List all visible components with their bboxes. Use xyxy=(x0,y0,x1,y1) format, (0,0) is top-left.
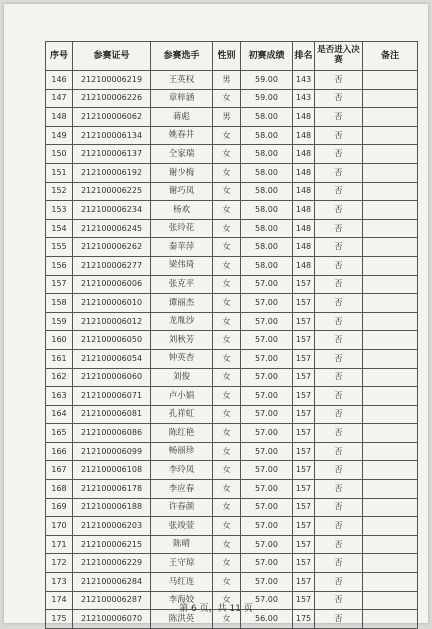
cell-rank: 157 xyxy=(293,573,315,592)
header-remarks: 备注 xyxy=(363,42,418,71)
cell-contestant: 梁伟琦 xyxy=(151,256,213,275)
cell-contestant: 张克平 xyxy=(151,275,213,294)
results-table xyxy=(45,41,418,629)
cell-rank: 157 xyxy=(293,461,315,480)
cell-finals: 否 xyxy=(315,461,363,480)
cell-contestant: 姚春井 xyxy=(151,126,213,145)
cell-contestant: 卢小娟 xyxy=(151,387,213,406)
cell-gender: 女 xyxy=(213,498,241,517)
cell-index: 146 xyxy=(46,71,73,90)
cell-entry-id: 212100006060 xyxy=(73,368,151,387)
cell-remarks xyxy=(363,480,418,499)
table-row xyxy=(46,163,418,182)
cell-rank: 157 xyxy=(293,535,315,554)
cell-contestant: 钟英杏 xyxy=(151,349,213,368)
cell-gender: 男 xyxy=(213,108,241,127)
table-row xyxy=(46,554,418,573)
cell-rank: 157 xyxy=(293,368,315,387)
cell-index: 151 xyxy=(46,163,73,182)
cell-index: 164 xyxy=(46,405,73,424)
page-footer: 第 6 页，共 11 页 xyxy=(179,604,253,614)
cell-score: 57.00 xyxy=(241,461,293,480)
table-body xyxy=(46,71,418,629)
cell-rank: 157 xyxy=(293,424,315,443)
cell-contestant: 龙胤沙 xyxy=(151,312,213,331)
cell-rank: 148 xyxy=(293,219,315,238)
cell-remarks xyxy=(363,424,418,443)
table-row xyxy=(46,573,418,592)
cell-remarks xyxy=(363,182,418,201)
cell-gender: 女 xyxy=(213,610,241,629)
cell-remarks xyxy=(363,201,418,220)
cell-rank: 157 xyxy=(293,591,315,610)
cell-contestant: 许春颜 xyxy=(151,498,213,517)
cell-contestant: 仝家瑞 xyxy=(151,145,213,164)
cell-contestant: 畅丽珍 xyxy=(151,442,213,461)
cell-finals: 否 xyxy=(315,405,363,424)
cell-score: 58.00 xyxy=(241,126,293,145)
cell-rank: 157 xyxy=(293,275,315,294)
cell-gender: 女 xyxy=(213,219,241,238)
cell-index: 163 xyxy=(46,387,73,406)
cell-remarks xyxy=(363,387,418,406)
cell-finals: 否 xyxy=(315,349,363,368)
cell-index: 170 xyxy=(46,517,73,536)
cell-index: 169 xyxy=(46,498,73,517)
cell-index: 152 xyxy=(46,182,73,201)
cell-entry-id: 212100006225 xyxy=(73,182,151,201)
cell-contestant: 孔祥虹 xyxy=(151,405,213,424)
table-row xyxy=(46,368,418,387)
cell-gender: 女 xyxy=(213,163,241,182)
cell-remarks xyxy=(363,349,418,368)
cell-gender: 女 xyxy=(213,387,241,406)
cell-entry-id: 212100006006 xyxy=(73,275,151,294)
cell-gender: 女 xyxy=(213,461,241,480)
cell-remarks xyxy=(363,535,418,554)
cell-score: 57.00 xyxy=(241,442,293,461)
cell-score: 58.00 xyxy=(241,182,293,201)
cell-remarks xyxy=(363,256,418,275)
cell-rank: 157 xyxy=(293,294,315,313)
cell-rank: 143 xyxy=(293,89,315,108)
cell-contestant: 谭丽杰 xyxy=(151,294,213,313)
cell-index: 158 xyxy=(46,294,73,313)
cell-finals: 否 xyxy=(315,368,363,387)
cell-finals: 否 xyxy=(315,312,363,331)
cell-entry-id: 212100006086 xyxy=(73,424,151,443)
cell-finals: 否 xyxy=(315,126,363,145)
document-page xyxy=(4,4,428,623)
cell-gender: 女 xyxy=(213,368,241,387)
cell-entry-id: 212100006070 xyxy=(73,610,151,629)
table-row xyxy=(46,405,418,424)
cell-contestant: 王英权 xyxy=(151,71,213,90)
cell-gender: 女 xyxy=(213,442,241,461)
cell-finals: 否 xyxy=(315,108,363,127)
table-row xyxy=(46,349,418,368)
cell-rank: 157 xyxy=(293,517,315,536)
table-row xyxy=(46,238,418,257)
cell-finals: 否 xyxy=(315,480,363,499)
cell-rank: 148 xyxy=(293,256,315,275)
cell-score: 57.00 xyxy=(241,573,293,592)
cell-finals: 否 xyxy=(315,554,363,573)
cell-finals: 否 xyxy=(315,591,363,610)
cell-gender: 女 xyxy=(213,182,241,201)
cell-entry-id: 212100006287 xyxy=(73,591,151,610)
cell-score: 57.00 xyxy=(241,368,293,387)
table-row xyxy=(46,535,418,554)
cell-entry-id: 212100006054 xyxy=(73,349,151,368)
cell-contestant: 马红连 xyxy=(151,573,213,592)
cell-score: 57.00 xyxy=(241,591,293,610)
cell-score: 57.00 xyxy=(241,275,293,294)
cell-contestant: 李海姣 xyxy=(151,591,213,610)
cell-gender: 女 xyxy=(213,480,241,499)
cell-remarks xyxy=(363,368,418,387)
cell-rank: 157 xyxy=(293,312,315,331)
table-row xyxy=(46,387,418,406)
cell-remarks xyxy=(363,71,418,90)
cell-rank: 157 xyxy=(293,480,315,499)
cell-remarks xyxy=(363,145,418,164)
cell-score: 58.00 xyxy=(241,145,293,164)
table-row xyxy=(46,442,418,461)
cell-entry-id: 212100006284 xyxy=(73,573,151,592)
cell-contestant: 李玲凤 xyxy=(151,461,213,480)
cell-finals: 否 xyxy=(315,424,363,443)
cell-score: 57.00 xyxy=(241,294,293,313)
table-row xyxy=(46,294,418,313)
cell-index: 153 xyxy=(46,201,73,220)
cell-index: 157 xyxy=(46,275,73,294)
cell-contestant: 蒋彪 xyxy=(151,108,213,127)
cell-entry-id: 212100006134 xyxy=(73,126,151,145)
cell-entry-id: 212100006277 xyxy=(73,256,151,275)
cell-rank: 148 xyxy=(293,145,315,164)
cell-index: 167 xyxy=(46,461,73,480)
cell-score: 58.00 xyxy=(241,108,293,127)
cell-entry-id: 212100006010 xyxy=(73,294,151,313)
cell-contestant: 张玲花 xyxy=(151,219,213,238)
cell-score: 58.00 xyxy=(241,256,293,275)
cell-remarks xyxy=(363,163,418,182)
cell-score: 57.00 xyxy=(241,312,293,331)
cell-remarks xyxy=(363,442,418,461)
cell-index: 160 xyxy=(46,331,73,350)
cell-index: 175 xyxy=(46,610,73,629)
cell-index: 154 xyxy=(46,219,73,238)
header-score: 初赛成绩 xyxy=(241,42,293,71)
cell-entry-id: 212100006203 xyxy=(73,517,151,536)
cell-finals: 否 xyxy=(315,331,363,350)
cell-remarks xyxy=(363,554,418,573)
cell-finals: 否 xyxy=(315,163,363,182)
cell-entry-id: 212100006071 xyxy=(73,387,151,406)
cell-index: 155 xyxy=(46,238,73,257)
cell-index: 168 xyxy=(46,480,73,499)
cell-finals: 否 xyxy=(315,71,363,90)
cell-rank: 148 xyxy=(293,182,315,201)
cell-score: 57.00 xyxy=(241,517,293,536)
cell-entry-id: 212100006229 xyxy=(73,554,151,573)
cell-contestant: 谢巧凤 xyxy=(151,182,213,201)
cell-gender: 男 xyxy=(213,71,241,90)
cell-contestant: 杨欢 xyxy=(151,201,213,220)
cell-rank: 148 xyxy=(293,108,315,127)
cell-gender: 女 xyxy=(213,405,241,424)
cell-index: 165 xyxy=(46,424,73,443)
cell-gender: 女 xyxy=(213,424,241,443)
cell-rank: 157 xyxy=(293,331,315,350)
cell-remarks xyxy=(363,126,418,145)
cell-entry-id: 212100006050 xyxy=(73,331,151,350)
cell-remarks xyxy=(363,219,418,238)
cell-index: 174 xyxy=(46,591,73,610)
cell-gender: 女 xyxy=(213,145,241,164)
cell-score: 58.00 xyxy=(241,163,293,182)
cell-remarks xyxy=(363,312,418,331)
table-row xyxy=(46,461,418,480)
cell-rank: 157 xyxy=(293,387,315,406)
cell-finals: 否 xyxy=(315,517,363,536)
cell-remarks xyxy=(363,461,418,480)
table-row xyxy=(46,312,418,331)
cell-finals: 否 xyxy=(315,294,363,313)
cell-score: 57.00 xyxy=(241,535,293,554)
table-row xyxy=(46,480,418,499)
cell-entry-id: 212100006262 xyxy=(73,238,151,257)
cell-remarks xyxy=(363,108,418,127)
cell-score: 57.00 xyxy=(241,331,293,350)
header-contestant: 参赛选手 xyxy=(151,42,213,71)
cell-gender: 女 xyxy=(213,201,241,220)
cell-rank: 148 xyxy=(293,126,315,145)
cell-rank: 175 xyxy=(293,610,315,629)
cell-finals: 否 xyxy=(315,610,363,629)
table-row xyxy=(46,126,418,145)
cell-index: 148 xyxy=(46,108,73,127)
cell-score: 56.00 xyxy=(241,610,293,629)
cell-finals: 否 xyxy=(315,535,363,554)
table-row xyxy=(46,517,418,536)
table-row xyxy=(46,275,418,294)
cell-remarks xyxy=(363,275,418,294)
cell-finals: 否 xyxy=(315,238,363,257)
cell-gender: 女 xyxy=(213,591,241,610)
cell-remarks xyxy=(363,517,418,536)
cell-remarks xyxy=(363,405,418,424)
cell-entry-id: 212100006062 xyxy=(73,108,151,127)
cell-entry-id: 212100006108 xyxy=(73,461,151,480)
cell-finals: 否 xyxy=(315,219,363,238)
cell-finals: 否 xyxy=(315,573,363,592)
header-rank: 排名 xyxy=(293,42,315,71)
header-index: 序号 xyxy=(46,42,73,71)
cell-rank: 148 xyxy=(293,238,315,257)
table-row xyxy=(46,331,418,350)
table-row xyxy=(46,219,418,238)
cell-rank: 157 xyxy=(293,349,315,368)
table-header-row xyxy=(46,42,418,71)
cell-gender: 女 xyxy=(213,256,241,275)
cell-score: 58.00 xyxy=(241,201,293,220)
cell-remarks xyxy=(363,498,418,517)
table-row xyxy=(46,182,418,201)
cell-index: 162 xyxy=(46,368,73,387)
cell-index: 166 xyxy=(46,442,73,461)
cell-index: 173 xyxy=(46,573,73,592)
cell-contestant: 王守琼 xyxy=(151,554,213,573)
cell-rank: 157 xyxy=(293,405,315,424)
table-row xyxy=(46,424,418,443)
cell-index: 147 xyxy=(46,89,73,108)
cell-gender: 女 xyxy=(213,126,241,145)
cell-gender: 女 xyxy=(213,554,241,573)
table-row xyxy=(46,201,418,220)
cell-contestant: 秦苹萍 xyxy=(151,238,213,257)
cell-contestant: 刘秋芳 xyxy=(151,331,213,350)
cell-entry-id: 212100006012 xyxy=(73,312,151,331)
cell-index: 156 xyxy=(46,256,73,275)
cell-index: 159 xyxy=(46,312,73,331)
cell-entry-id: 212100006178 xyxy=(73,480,151,499)
cell-finals: 否 xyxy=(315,442,363,461)
table-row xyxy=(46,256,418,275)
cell-finals: 否 xyxy=(315,387,363,406)
cell-gender: 女 xyxy=(213,89,241,108)
cell-rank: 148 xyxy=(293,163,315,182)
table-row xyxy=(46,498,418,517)
cell-gender: 女 xyxy=(213,275,241,294)
cell-score: 57.00 xyxy=(241,387,293,406)
cell-rank: 157 xyxy=(293,554,315,573)
table-row xyxy=(46,71,418,90)
cell-contestant: 谢少梅 xyxy=(151,163,213,182)
cell-finals: 否 xyxy=(315,498,363,517)
cell-score: 57.00 xyxy=(241,424,293,443)
cell-rank: 143 xyxy=(293,71,315,90)
cell-finals: 否 xyxy=(315,145,363,164)
header-finals: 是否进入决赛 xyxy=(315,42,363,71)
cell-index: 161 xyxy=(46,349,73,368)
cell-entry-id: 212100006099 xyxy=(73,442,151,461)
cell-finals: 否 xyxy=(315,89,363,108)
table-row xyxy=(46,108,418,127)
cell-score: 57.00 xyxy=(241,480,293,499)
cell-gender: 女 xyxy=(213,312,241,331)
cell-entry-id: 212100006219 xyxy=(73,71,151,90)
cell-gender: 女 xyxy=(213,238,241,257)
header-gender: 性别 xyxy=(213,42,241,71)
table-row xyxy=(46,145,418,164)
cell-rank: 157 xyxy=(293,442,315,461)
cell-score: 59.00 xyxy=(241,89,293,108)
cell-contestant: 陈红艳 xyxy=(151,424,213,443)
cell-gender: 女 xyxy=(213,535,241,554)
table-row xyxy=(46,89,418,108)
cell-remarks xyxy=(363,238,418,257)
cell-remarks xyxy=(363,573,418,592)
cell-entry-id: 212100006081 xyxy=(73,405,151,424)
cell-gender: 女 xyxy=(213,517,241,536)
cell-score: 58.00 xyxy=(241,238,293,257)
cell-index: 149 xyxy=(46,126,73,145)
cell-remarks xyxy=(363,89,418,108)
cell-finals: 否 xyxy=(315,201,363,220)
cell-gender: 女 xyxy=(213,573,241,592)
cell-score: 58.00 xyxy=(241,219,293,238)
cell-score: 57.00 xyxy=(241,405,293,424)
cell-rank: 157 xyxy=(293,498,315,517)
cell-gender: 女 xyxy=(213,294,241,313)
cell-contestant: 章梓涵 xyxy=(151,89,213,108)
cell-gender: 女 xyxy=(213,349,241,368)
cell-contestant: 李应春 xyxy=(151,480,213,499)
cell-score: 57.00 xyxy=(241,554,293,573)
cell-contestant: 陈洪英 xyxy=(151,610,213,629)
cell-gender: 女 xyxy=(213,331,241,350)
header-entry-id: 参赛证号 xyxy=(73,42,151,71)
cell-finals: 否 xyxy=(315,275,363,294)
cell-finals: 否 xyxy=(315,182,363,201)
cell-index: 171 xyxy=(46,535,73,554)
cell-contestant: 张竣萱 xyxy=(151,517,213,536)
cell-finals: 否 xyxy=(315,256,363,275)
cell-entry-id: 212100006245 xyxy=(73,219,151,238)
cell-index: 172 xyxy=(46,554,73,573)
cell-entry-id: 212100006226 xyxy=(73,89,151,108)
cell-contestant: 陈晴 xyxy=(151,535,213,554)
cell-entry-id: 212100006192 xyxy=(73,163,151,182)
cell-score: 57.00 xyxy=(241,349,293,368)
cell-contestant: 刘俊 xyxy=(151,368,213,387)
cell-remarks xyxy=(363,294,418,313)
cell-entry-id: 212100006215 xyxy=(73,535,151,554)
cell-score: 59.00 xyxy=(241,71,293,90)
cell-remarks xyxy=(363,331,418,350)
cell-entry-id: 212100006188 xyxy=(73,498,151,517)
cell-entry-id: 212100006137 xyxy=(73,145,151,164)
cell-rank: 148 xyxy=(293,201,315,220)
cell-index: 150 xyxy=(46,145,73,164)
cell-score: 57.00 xyxy=(241,498,293,517)
cell-entry-id: 212100006234 xyxy=(73,201,151,220)
